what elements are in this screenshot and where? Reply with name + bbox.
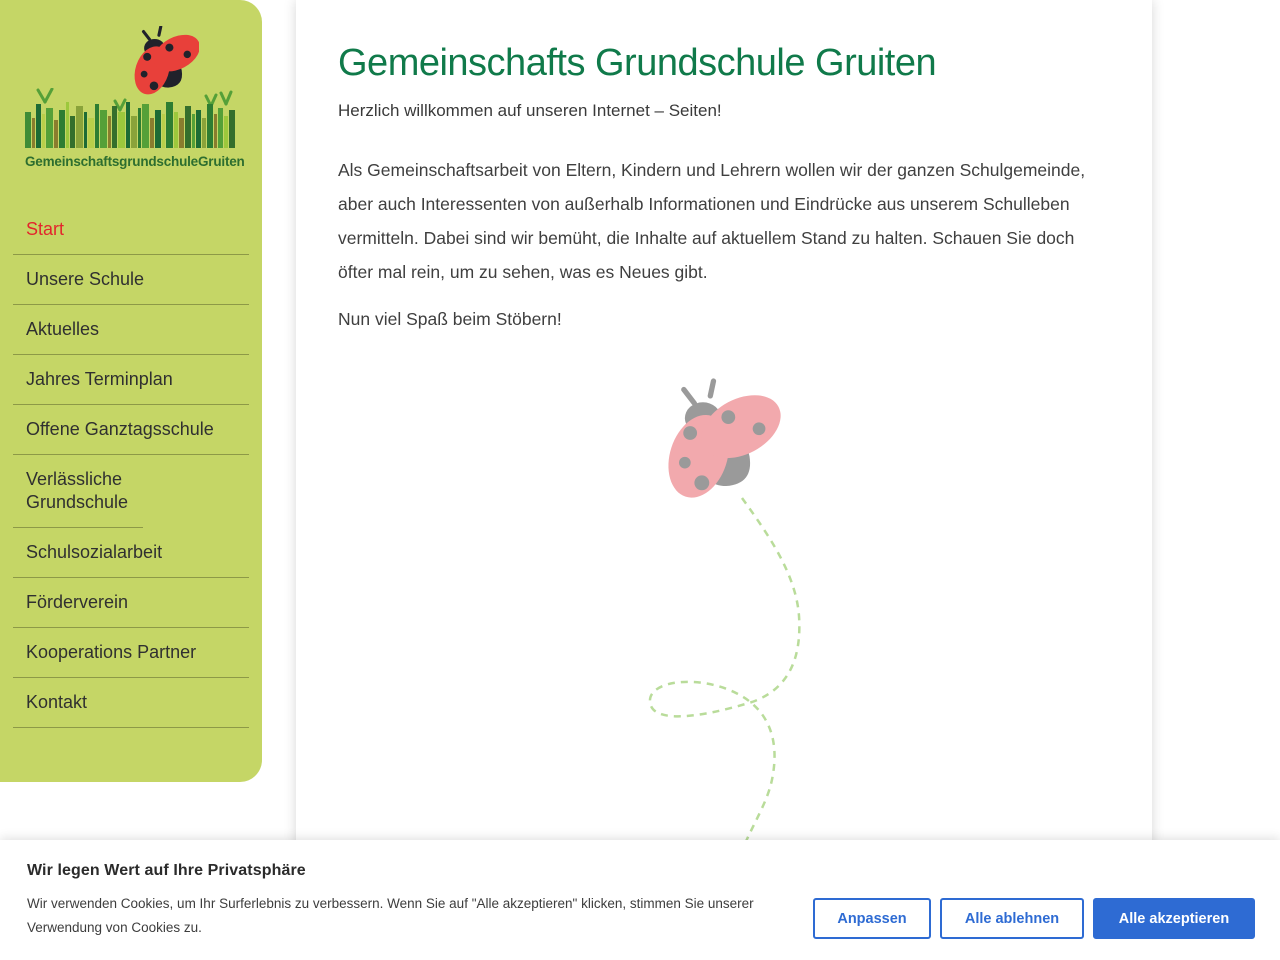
reject-all-cookies-button[interactable]: Alle ablehnen <box>940 898 1084 939</box>
ladybug-icon <box>125 26 199 100</box>
sidebar-item-unsere-schule[interactable]: Unsere Schule <box>13 255 249 305</box>
sidebar-item-jahres-terminplan[interactable]: Jahres Terminplan <box>13 355 249 405</box>
sidebar <box>0 0 262 782</box>
logo-caption-town: Gruiten <box>198 154 245 169</box>
logo-caption-school: Gemeinschaftsgrundschule <box>25 154 198 169</box>
school-logo[interactable] <box>25 0 245 169</box>
logo-caption <box>25 154 245 169</box>
sidebar-item-schulsozialarbeit[interactable]: Schulsozialarbeit <box>13 528 249 578</box>
sidebar-item-kooperations-partner[interactable]: Kooperations Partner <box>13 628 249 678</box>
sidebar-item-kontakt[interactable]: Kontakt <box>13 678 249 728</box>
sidebar-item-start[interactable]: Start <box>13 205 249 255</box>
cookie-banner-title: Wir legen Wert auf Ihre Privatsphäre <box>27 862 306 879</box>
sidebar-item-verlaessliche-grundschule[interactable]: Verlässliche Grundschule <box>13 455 143 528</box>
intro-paragraph: Als Gemeinschaftsarbeit von Eltern, Kindern und Lehrern wollen wir der ganzen Schulgemeinde, aber auch Interessenten von außerhalb Informationen und Eindrücke aus unserem Schulleben vermitteln. Dabei sind wir bemüht, die Inhalte auf aktuellem Stand zu halten. Schauen Sie doch öfter mal rein, um zu sehen, was es Neues gibt. <box>338 160 1086 282</box>
cookie-banner-text: Wir verwenden Cookies, um Ihr Surferlebnis zu verbessern. Wenn Sie auf "Alle akzeptieren" klicken, stimmen Sie unserer Verwendung von Cookies zu. <box>27 896 754 935</box>
cookie-banner-buttons <box>813 898 1255 939</box>
main-content-card <box>296 0 1152 960</box>
sidebar-nav <box>13 205 249 728</box>
closing-line: Nun viel Spaß beim Stöbern! <box>338 309 562 329</box>
customize-cookies-button[interactable]: Anpassen <box>813 898 931 939</box>
sidebar-item-aktuelles[interactable]: Aktuelles <box>13 305 249 355</box>
accept-all-cookies-button[interactable]: Alle akzeptieren <box>1093 898 1255 939</box>
sidebar-item-offene-ganztagsschule[interactable]: Offene Ganztagsschule <box>13 405 249 455</box>
cookie-consent-banner <box>0 840 1280 960</box>
sidebar-item-foerderverein[interactable]: Förderverein <box>13 578 249 628</box>
page-title: Gemeinschafts Grundschule Gruiten <box>338 42 937 84</box>
welcome-subtitle: Herzlich willkommen auf unseren Internet – Seiten! <box>338 101 722 120</box>
